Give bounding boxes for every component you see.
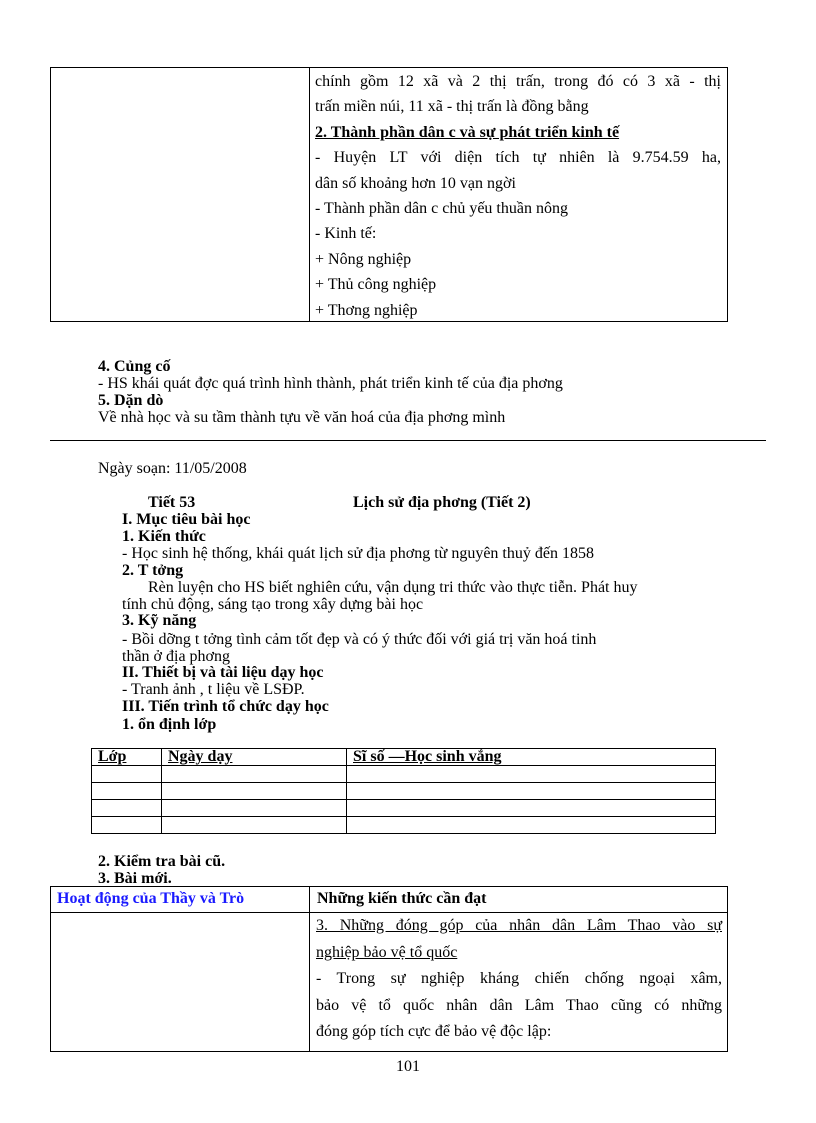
step-1-heading: 1. ổn định lớp — [122, 716, 217, 733]
header-date: Ngày dạy — [162, 749, 347, 766]
knowledge-text: - Học sinh hệ thống, khái quát lịch sử địa phơng từ nguyên thuỷ đến 1858 — [122, 545, 594, 562]
top-table-line: trấn miền núi, 11 xã - thị trấn là đồng bằng — [315, 98, 589, 116]
table-row — [92, 800, 716, 817]
header-knowledge: Những kiến thức cần đạt — [317, 890, 487, 907]
date-line: Ngày soạn: 11/05/2008 — [98, 460, 247, 477]
lesson-title: Lịch sử địa phơng (Tiết 2) — [353, 494, 531, 511]
top-table-column-divider — [309, 68, 310, 321]
cungco-heading: 4. Củng cố — [98, 358, 171, 375]
equipment-text: - Tranh ảnh , t liệu về LSĐP. — [122, 681, 305, 698]
activity-content-cell — [316, 913, 722, 1046]
table-row — [92, 817, 716, 834]
activity-line: bảo vệ tổ quốc nhân dân Lâm Thao cũng có những — [316, 996, 722, 1014]
header-teacher-student-activity: Hoạt động của Thầy và Trò — [57, 890, 245, 907]
top-table-line: - Kinh tế: — [315, 225, 377, 243]
activity-table — [50, 886, 728, 1052]
top-table-line: + Thủ công nghiệp — [315, 276, 437, 294]
top-table-line: dân số khoảng hơn 10 vạn ngời — [315, 174, 516, 192]
attendance-table — [91, 748, 716, 834]
top-table-line: chính gồm 12 xã và 2 thị trấn, trong đó có 3 xã - thị — [315, 73, 721, 90]
equipment-heading: II. Thiết bị và tài liệu dạy học — [122, 664, 324, 681]
process-heading: III. Tiến trình tổ chức dạy học — [122, 698, 329, 715]
top-table-line: + Thơng nghiệp — [315, 301, 418, 319]
activity-line: 3. Những đóng góp của nhân dân Lâm Thao vào sự — [316, 917, 722, 934]
activity-line: nghiệp bảo vệ tổ quốc — [316, 943, 458, 961]
lesson-period: Tiết 53 — [148, 494, 196, 511]
attendance-header-row — [92, 749, 716, 766]
top-table — [50, 67, 728, 322]
header-attendance: Sĩ số —Học sinh vắng — [347, 749, 716, 766]
top-table-line: - Huyện LT với diện tích tự nhiên là 9.754.59 ha, — [315, 149, 721, 167]
top-table-line: + Nông nghiệp — [315, 250, 412, 268]
step-2-heading: 2. Kiểm tra bài cũ. — [98, 853, 226, 870]
top-table-content-cell — [315, 69, 721, 323]
skill-line-2: thần ở địa phơng — [122, 648, 231, 665]
dando-text: Về nhà học và su tầm thành tựu về văn hoá của địa phơng mình — [98, 409, 506, 426]
thought-line-1: Rèn luyện cho HS biết nghiên cứu, vận dụng tri thức vào thực tiễn. Phát huy — [148, 579, 638, 596]
section-heading-population: 2. Thành phần dân c và sự phát triển kinh tế — [315, 123, 620, 141]
objectives-heading: I. Mục tiêu bài học — [122, 511, 251, 528]
top-table-line: - Thành phần dân c chủ yếu thuần nông — [315, 199, 568, 217]
skill-line-1: - Bồi dỡng t tởng tình cảm tốt đẹp và có ý thức đối với giá trị văn hoá tinh — [122, 631, 597, 648]
knowledge-heading: 1. Kiến thức — [122, 528, 206, 545]
header-class: Lớp — [92, 749, 162, 766]
thought-line-2: tính chủ động, sáng tạo trong xây dựng bài học — [122, 596, 424, 613]
activity-line: - Trong sự nghiệp kháng chiến chống ngoại xâm, — [316, 970, 722, 987]
thought-heading: 2. T tởng — [122, 562, 184, 579]
table-row — [92, 766, 716, 783]
skill-heading: 3. Kỹ năng — [122, 612, 197, 629]
dando-heading: 5. Dặn dò — [98, 392, 164, 409]
table-row — [92, 783, 716, 800]
cungco-text: - HS khái quát đợc quá trình hình thành, phát triển kinh tế của địa phơng — [98, 375, 563, 392]
separator-line — [50, 440, 766, 441]
activity-line: đóng góp tích cực để bảo vệ độc lập: — [316, 1023, 552, 1040]
step-3-heading: 3. Bài mới. — [98, 870, 172, 887]
page-number: 101 — [396, 1058, 420, 1075]
